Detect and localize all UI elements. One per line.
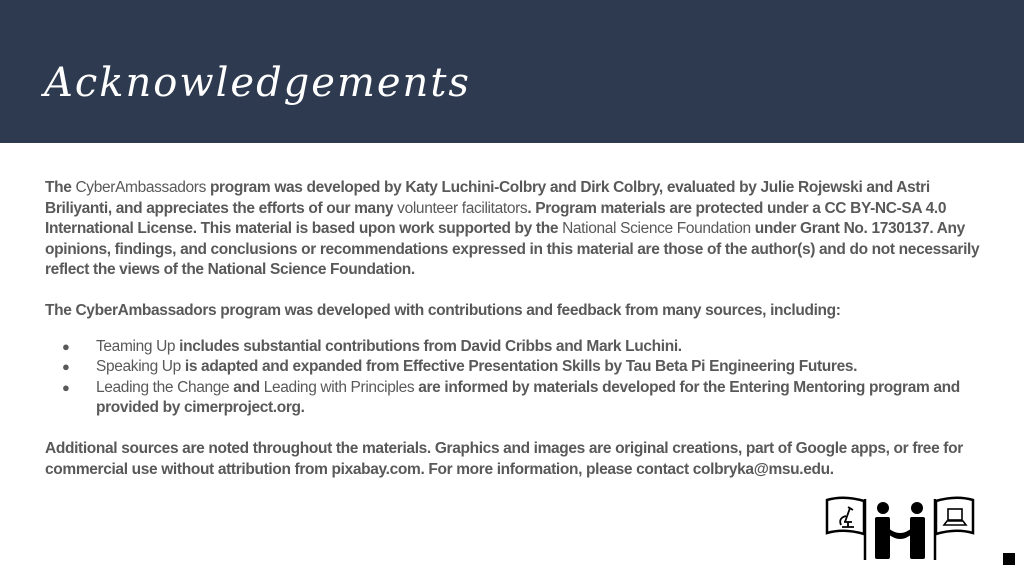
- bullet-icon: ●: [62, 379, 70, 395]
- credits-text-3: . Program materials are protected under a CC BY-NC-SA 4.0 International License. This material is based upon work supported by the: [45, 199, 947, 237]
- nsf-name: National Science Foundation: [562, 220, 751, 237]
- volunteer-facilitators: volunteer facilitators: [397, 199, 528, 217]
- list-item: [45, 378, 980, 419]
- module-name: Speaking Up: [96, 358, 181, 375]
- contributions-list: [45, 337, 980, 419]
- slide-header: [0, 0, 1024, 143]
- list-item-text: includes substantial contributions from David Cribbs and Mark Luchini.: [175, 337, 682, 355]
- contributions-intro: The CyberAmbassadors program was developed with contributions and feedback from many sources, including:: [45, 302, 841, 319]
- list-item-text: is adapted and expanded from Effective Presentation Skills by Tau Beta Pi Engineering Futures.: [180, 358, 858, 375]
- credits-text-4: under Grant No. 1730137. Any opinions, findings, and conclusions or recommendations expressed in this material are those of the author(s) and do not necessarily reflect the views of the National Science Foundation.: [45, 220, 980, 278]
- corner-square-icon: [1003, 553, 1015, 565]
- bullet-icon: ●: [62, 359, 70, 374]
- module-name: Leading the Change: [96, 378, 230, 396]
- spacer: [45, 322, 980, 337]
- program-name: CyberAmbassadors: [75, 179, 206, 196]
- spacer: [45, 281, 980, 302]
- list-item-text: and: [229, 378, 264, 396]
- module-name: Leading with Principles: [263, 378, 415, 396]
- module-name: Teaming Up: [96, 337, 176, 355]
- cyberambassadors-logo-icon: [824, 494, 976, 562]
- credits-paragraph: [45, 178, 980, 281]
- list-item: [45, 357, 980, 378]
- credits-text-2: program was developed by Katy Luchini-Colbry and Dirk Colbry, evaluated by Julie Rojewski and Astri Briliyanti, and appreciates the efforts of our many: [45, 179, 930, 217]
- spacer: [45, 419, 980, 440]
- slide-body: [45, 178, 980, 480]
- credits-text-1: The: [45, 179, 76, 196]
- sources-paragraph: Additional sources are noted throughout the materials. Graphics and images are original creations, part of Google apps, or free for commercial use without attribution from pixabay.com. For more information, please contact colbryka@msu.edu.: [45, 440, 963, 478]
- list-item-text: are informed by materials developed for the Entering Mentoring program and provided by cimerproject.org.: [96, 378, 960, 416]
- list-item: [45, 337, 980, 358]
- bullet-icon: ●: [62, 338, 70, 354]
- slide-title: Acknowledgements: [44, 60, 471, 106]
